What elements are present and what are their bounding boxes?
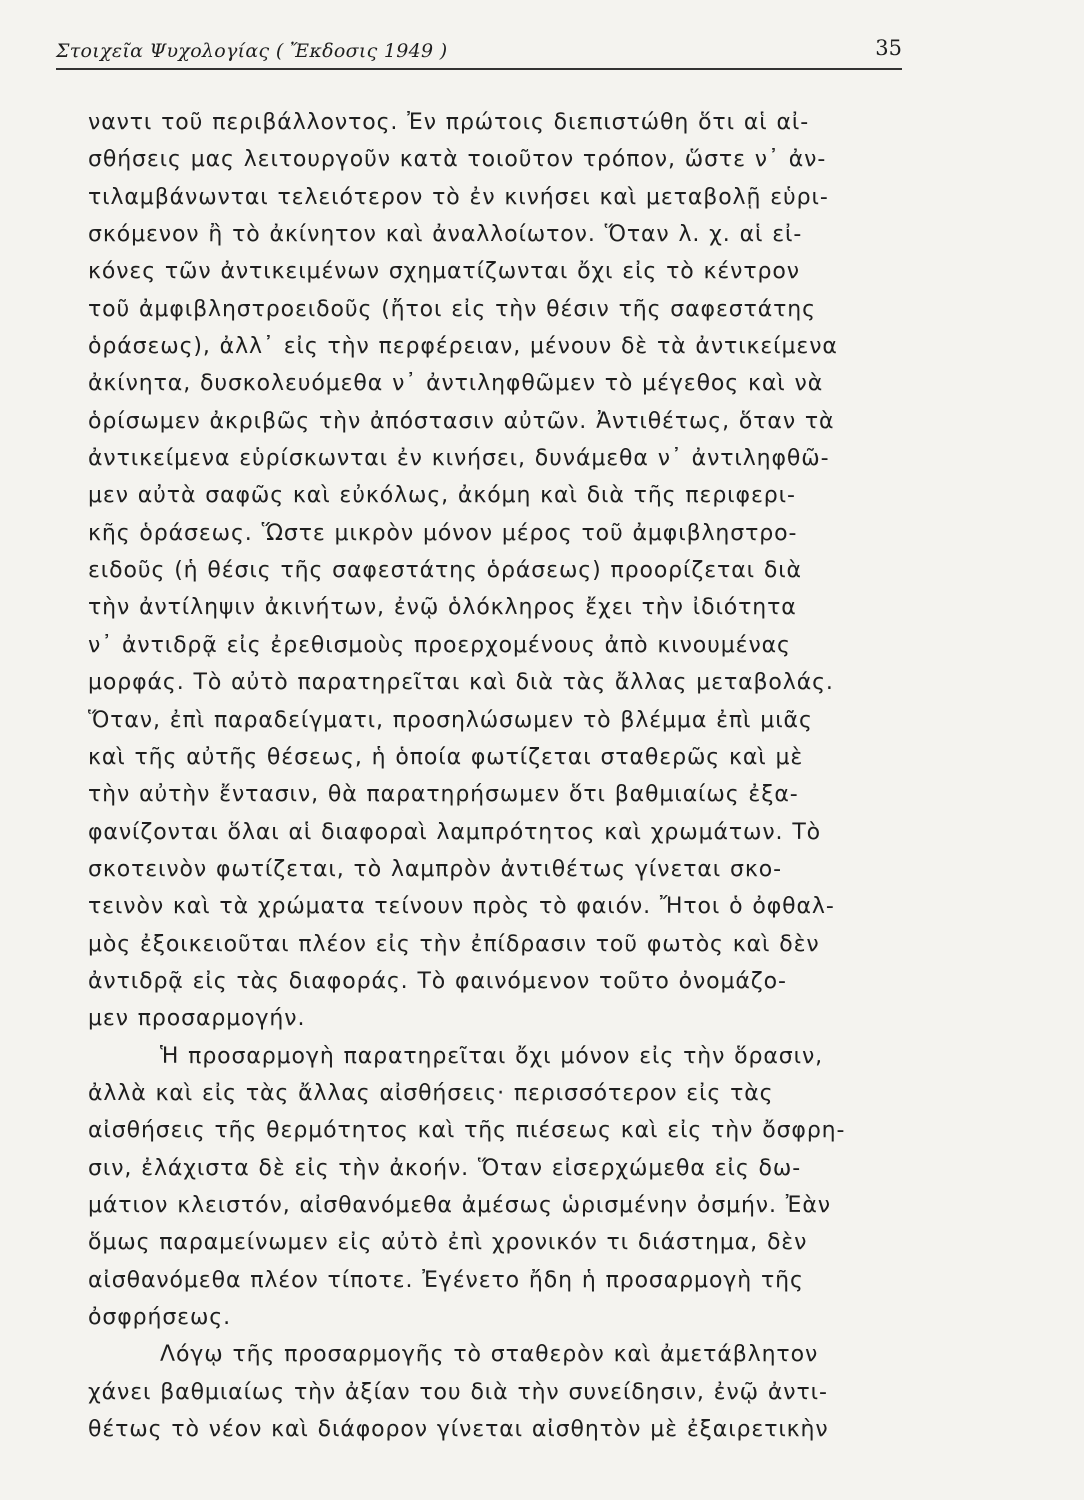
text-line: τεινὸν καὶ τὰ χρώματα τείνουν πρὸς τὸ φαιόν. Ἤτοι ὁ ὀφθαλ- bbox=[88, 894, 835, 920]
text-line: ὅμως παραμείνωμεν εἰς αὐτὸ ἐπὶ χρονικόν τι διάστημα, δὲν bbox=[88, 1230, 808, 1256]
text-line: μεν αὐτὰ σαφῶς καὶ εὐκόλως, ἀκόμη καὶ διὰ τῆς περιφερι- bbox=[88, 483, 796, 509]
body-text bbox=[88, 104, 918, 1448]
text-line: ἀντικείμενα εὑρίσκωνται ἐν κινήσει, δυνάμεθα ν᾽ ἀντιληφθῶ- bbox=[88, 446, 830, 472]
text-line: ὁρίσωμεν ἀκριβῶς τὴν ἀπόστασιν αὐτῶν. Ἀντιθέτως, ὅταν τὰ bbox=[88, 408, 835, 434]
text-line: σκόμενον ἢ τὸ ἀκίνητον καὶ ἀναλλοίωτον. Ὅταν λ. χ. αἱ εἰ- bbox=[88, 222, 803, 248]
text-line: αἰσθανόμεθα πλέον τίποτε. Ἐγένετο ἤδη ἡ προσαρμογὴ τῆς bbox=[88, 1267, 804, 1293]
page-header bbox=[56, 36, 902, 70]
text-line: μεν προσαρμογήν. bbox=[88, 1006, 306, 1032]
text-line: σθήσεις μας λειτουργοῦν κατὰ τοιοῦτον τρόπον, ὥστε ν᾽ ἀν- bbox=[88, 147, 827, 173]
text-line: ἀλλὰ καὶ εἰς τὰς ἄλλας αἰσθήσεις· περισσότερον εἰς τὰς bbox=[88, 1080, 774, 1106]
text-line: σκοτεινὸν φωτίζεται, τὸ λαμπρὸν ἀντιθέτως γίνεται σκο- bbox=[88, 856, 782, 882]
text-line: τιλαμβάνωνται τελειότερον τὸ ἐν κινήσει καὶ μεταβολῇ εὑρι- bbox=[88, 184, 829, 210]
text-line: Ὅταν, ἐπὶ παραδείγματι, προσηλώσωμεν τὸ βλέμμα ἐπὶ μιᾶς bbox=[88, 707, 813, 733]
text-line: κῆς ὁράσεως. Ὥστε μικρὸν μόνον μέρος τοῦ ἀμφιβληστρο- bbox=[88, 520, 798, 546]
text-line: χάνει βαθμιαίως τὴν ἀξίαν του διὰ τὴν συνείδησιν, ἐνῷ ἀντι- bbox=[88, 1379, 828, 1405]
text-line: φανίζονται ὅλαι αἱ διαφοραὶ λαμπρότητος καὶ χρωμάτων. Τὸ bbox=[88, 819, 822, 845]
text-line: ἀκίνητα, δυσκολευόμεθα ν᾽ ἀντιληφθῶμεν τὸ μέγεθος καὶ νὰ bbox=[88, 371, 824, 397]
text-line: κόνες τῶν ἀντικειμένων σχηματίζωνται ὄχι εἰς τὸ κέντρον bbox=[88, 259, 800, 285]
text-line: ναντι τοῦ περιβάλλοντος. Ἐν πρώτοις διεπιστώθη ὅτι αἱ αἰ- bbox=[88, 110, 810, 135]
text-line: τὴν αὐτὴν ἔντασιν, θὰ παρατηρήσωμεν ὅτι βαθμιαίως ἐξα- bbox=[88, 782, 799, 808]
text-line: ὁράσεως), ἀλλ᾽ εἰς τὴν περφέρειαν, μένουν δὲ τὰ ἀντικείμενα bbox=[88, 334, 838, 360]
text-line: ν᾽ ἀντιδρᾷ εἰς ἐρεθισμοὺς προερχομένους ἀπὸ κινουμένας bbox=[88, 632, 791, 658]
paragraph-start-line: Ἡ προσαρμογὴ παρατηρεῖται ὄχι μόνον εἰς τὴν ὅρασιν, bbox=[160, 1043, 824, 1069]
text-line: μορφάς. Τὸ αὐτὸ παρατηρεῖται καὶ διὰ τὰς ἄλλας μεταβολάς. bbox=[88, 670, 834, 696]
text-line: ὀσφρήσεως. bbox=[88, 1305, 231, 1330]
running-title: Στοιχεῖα Ψυχολογίας ( Ἔκδοσις 1949 ) bbox=[56, 40, 448, 62]
page-number: 35 bbox=[875, 36, 902, 60]
text-line: μὸς ἐξοικειοῦται πλέον εἰς τὴν ἐπίδρασιν τοῦ φωτὸς καὶ δὲν bbox=[88, 931, 820, 957]
text-line: ειδοῦς (ἡ θέσις τῆς σαφεστάτης ὁράσεως) προορίζεται διὰ bbox=[88, 558, 802, 584]
text-line: ἀντιδρᾷ εἰς τὰς διαφοράς. Τὸ φαινόμενον τοῦτο ὀνομάζο- bbox=[88, 968, 787, 994]
text-line: σιν, ἐλάχιστα δὲ εἰς τὴν ἀκοήν. Ὅταν εἰσερχώμεθα εἰς δω- bbox=[88, 1155, 802, 1181]
text-line: μάτιον κλειστόν, αἰσθανόμεθα ἀμέσως ὡρισμένην ὀσμήν. Ἐὰν bbox=[88, 1192, 831, 1218]
text-line: καὶ τῆς αὐτῆς θέσεως, ἡ ὁποία φωτίζεται σταθερῶς καὶ μὲ bbox=[88, 744, 804, 770]
text-line: τοῦ ἀμφιβληστροειδοῦς (ἤτοι εἰς τὴν θέσιν τῆς σαφεστάτης bbox=[88, 296, 816, 322]
text-line: αἰσθήσεις τῆς θερμότητος καὶ τῆς πιέσεως καὶ εἰς τὴν ὄσφρη- bbox=[88, 1118, 846, 1144]
text-line: θέτως τὸ νέον καὶ διάφορον γίνεται αἰσθητὸν μὲ ἐξαιρετικὴν bbox=[88, 1417, 829, 1443]
paragraph-start-line: Λόγῳ τῆς προσαρμογῆς τὸ σταθερὸν καὶ ἀμετάβλητον bbox=[160, 1342, 819, 1368]
text-line: τὴν ἀντίληψιν ἀκινήτων, ἐνῷ ὁλόκληρος ἔχει τὴν ἰδιότητα bbox=[88, 595, 797, 621]
